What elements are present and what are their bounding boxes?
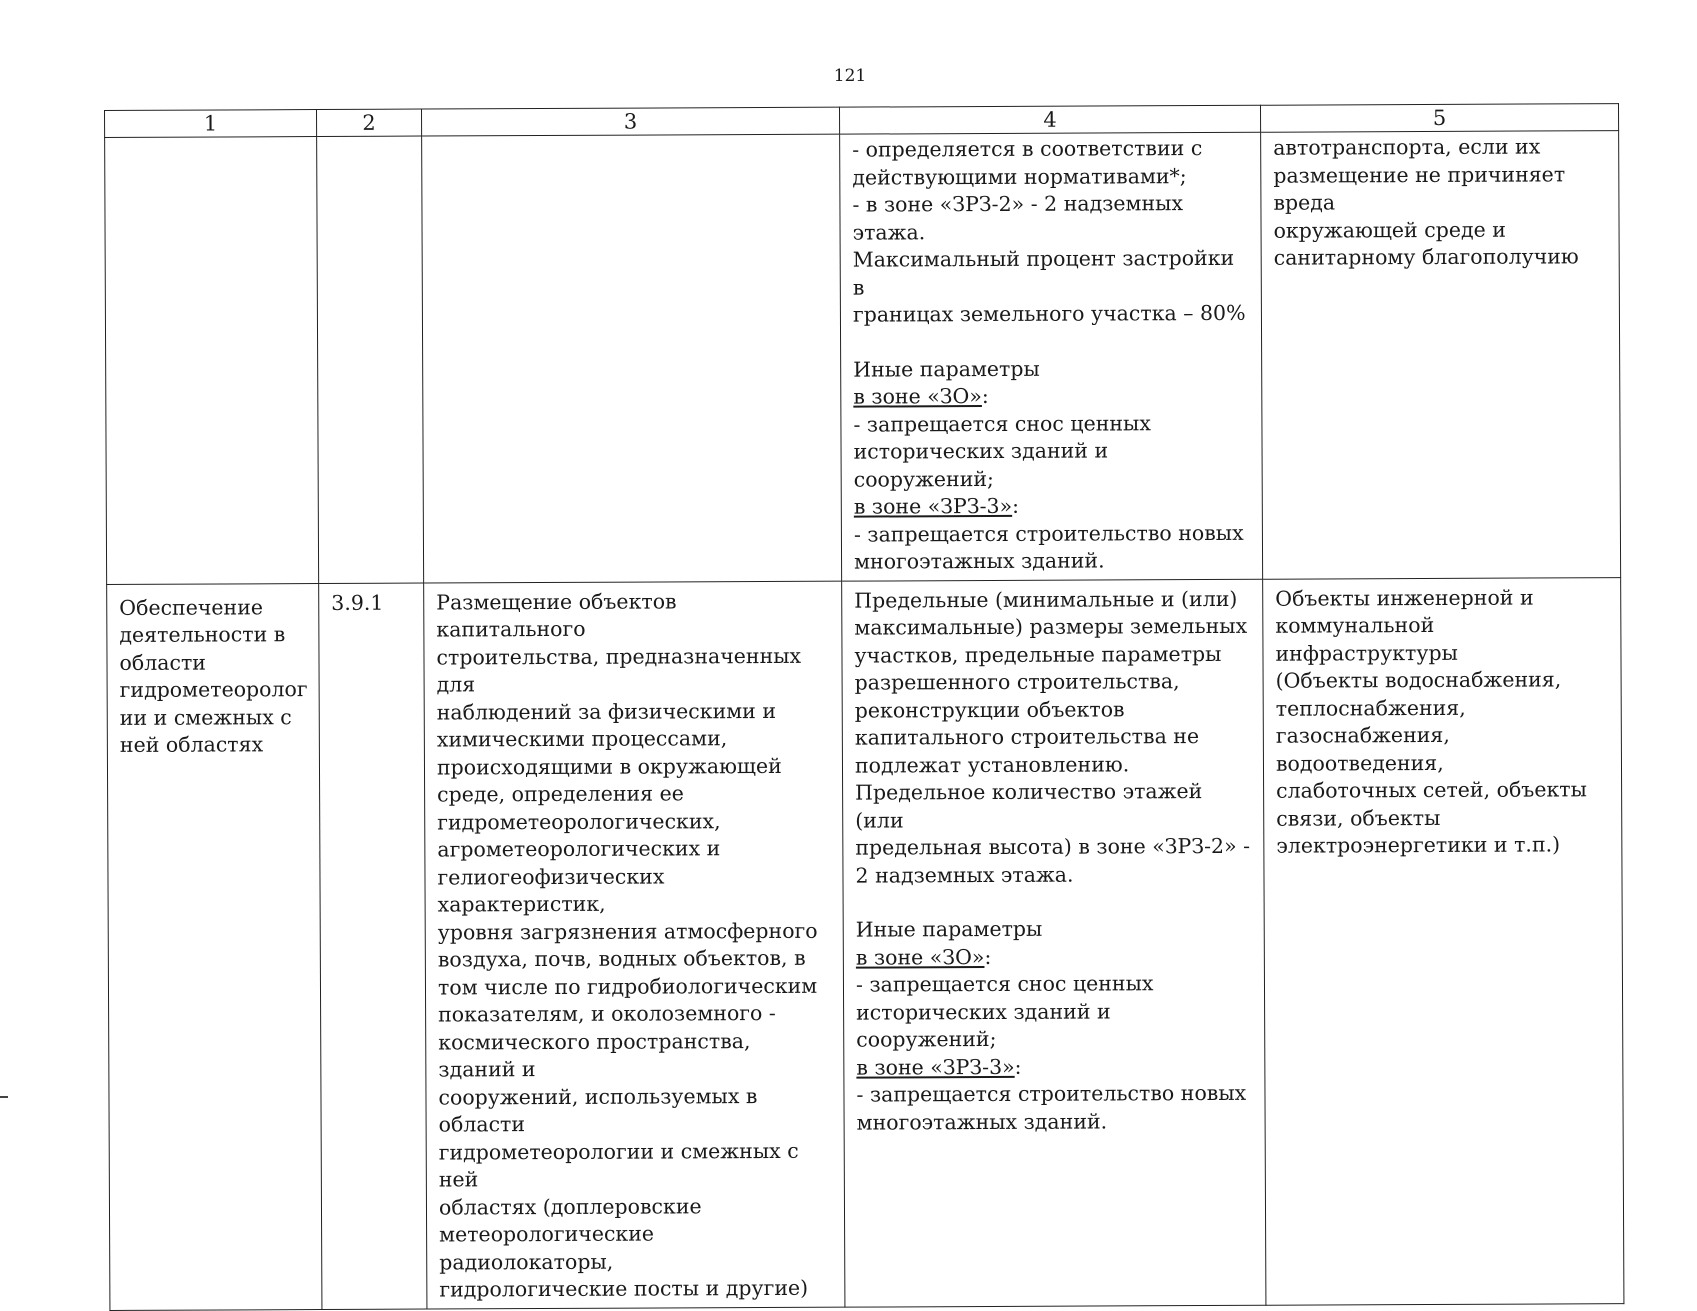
- row2-use-name-cell: [107, 583, 322, 1310]
- text-line: наблюдений за физическими и: [436, 698, 777, 724]
- text-line: разрешенного строительства,: [854, 669, 1180, 695]
- text-line: исторических зданий и сооружений;: [853, 438, 1109, 492]
- text-line: сооружений, используемых в области: [438, 1083, 758, 1137]
- text-line: метеорологические радиолокаторы,: [439, 1221, 655, 1274]
- row2-parameters-cell: [842, 579, 1266, 1307]
- text-line: Предельное количество этажей (или: [855, 779, 1203, 833]
- text-line: ней областях: [119, 732, 264, 757]
- row1-col3-cell: [422, 134, 842, 582]
- text-line: воздуха, почв, водных объектов, в: [437, 945, 806, 972]
- text-line: областях (доплеровские: [438, 1193, 702, 1219]
- text-line: окружающей среде и: [1273, 217, 1506, 243]
- text-line: гидрологические посты и другие): [439, 1275, 809, 1302]
- text-line: [856, 1052, 1252, 1081]
- header-col-5: 5: [1260, 104, 1618, 133]
- text-line: - запрещается снос ценных: [855, 971, 1154, 997]
- text-line: Иные параметры: [853, 356, 1040, 382]
- text-line: [854, 492, 1250, 521]
- text-line: многоэтажных зданий.: [856, 1108, 1108, 1135]
- text-line: космического пространства, зданий и: [438, 1028, 751, 1082]
- text-line: размещение не причиняет вреда: [1273, 161, 1566, 215]
- text-line: электроэнергетики и т.п.): [1276, 832, 1561, 858]
- colon: :: [981, 383, 989, 409]
- text-line: максимальные) размеры земельных: [854, 613, 1248, 640]
- text-line: агрометеорологических и: [437, 836, 721, 862]
- text-line: газоснабжения, водоотведения,: [1275, 722, 1450, 776]
- text-line: уровня загрязнения атмосферного: [437, 918, 818, 944]
- row2-code-cell: 3.9.1: [319, 583, 427, 1309]
- text-line: связи, объекты: [1276, 805, 1441, 831]
- header-col-2: 2: [317, 109, 422, 136]
- header-col-3: 3: [421, 107, 839, 136]
- text-line: гелиогеофизических характеристик,: [437, 863, 665, 917]
- text-line: гидрометеорологических,: [437, 808, 721, 834]
- text-line: подлежат установлению.: [854, 751, 1130, 778]
- text-line: гидрометеорологии и смежных с ней: [438, 1138, 799, 1192]
- zoning-table: [104, 103, 1624, 1310]
- text-line: том числе по гидробиологическим: [437, 973, 818, 999]
- text-line: 2 надземных этажа.: [855, 862, 1074, 888]
- zone-label-zrz3: в зоне «ЗРЗ-3»: [853, 493, 1013, 519]
- text-line: - запрещается снос ценных: [853, 410, 1151, 437]
- row1-col1-cell: [105, 137, 319, 584]
- table-row: [105, 131, 1621, 584]
- text-line: участков, предельные параметры: [854, 641, 1222, 668]
- text-line: показателям, и околоземного -: [438, 1000, 776, 1027]
- text-line: действующими нормативами*;: [852, 163, 1187, 190]
- zone-label-zo: в зоне «ЗО»: [853, 384, 982, 409]
- text-line: - запрещается строительство новых: [853, 520, 1244, 547]
- text-line: реконструкции объектов: [854, 696, 1125, 723]
- text-line: - запрещается строительство новых: [856, 1080, 1247, 1107]
- text-line: исторических зданий и сооружений;: [856, 998, 1111, 1052]
- text-line: коммунальной инфраструктуры: [1275, 612, 1458, 666]
- text-line: капитального строительства не: [854, 724, 1200, 750]
- page-number: 121: [833, 66, 867, 86]
- spacer: [856, 888, 1252, 917]
- text-line: [856, 942, 1252, 971]
- zoning-table-container: [104, 103, 1622, 1302]
- text-line: теплоснабжения,: [1275, 695, 1466, 721]
- row1-col2-cell: [317, 136, 424, 583]
- text-line: Объекты инженерной и: [1275, 585, 1534, 611]
- text-line: многоэтажных зданий.: [854, 548, 1105, 574]
- row1-objects-cell: [1261, 131, 1621, 579]
- colon: :: [1014, 1054, 1022, 1079]
- text-line: Размещение объектов капитального: [436, 588, 677, 642]
- text-line: - в зоне «ЗРЗ-2» - 2 надземных: [852, 191, 1184, 217]
- text-line: автотранспорта, если их: [1273, 134, 1541, 160]
- text-line: слаботочных сетей, объекты: [1276, 777, 1587, 803]
- text-line: ии и смежных с: [119, 704, 292, 730]
- text-line: границах земельного участка – 80%: [852, 300, 1246, 327]
- text-line: происходящими в окружающей: [436, 753, 782, 779]
- header-col-1: 1: [105, 110, 317, 138]
- scan-mark: [0, 1096, 8, 1098]
- text-line: среде, определения ее: [437, 781, 684, 807]
- text-line: гидрометеоролог: [119, 677, 308, 702]
- text-line: области: [119, 650, 206, 675]
- text-line: химическими процессами,: [436, 726, 728, 752]
- row2-description-cell: [424, 581, 845, 1309]
- text-line: этажа.: [852, 219, 926, 245]
- text-line: предельная высота) в зоне «ЗРЗ-2» -: [855, 833, 1251, 860]
- text-line: санитарному благополучию: [1273, 244, 1579, 270]
- text-line: [853, 382, 1249, 411]
- row2-objects-cell: [1263, 577, 1624, 1305]
- zone-label-zo: в зоне «ЗО»: [855, 944, 985, 970]
- table-row: [107, 577, 1624, 1310]
- text-line: Предельные (минимальные и (или): [854, 586, 1238, 613]
- spacer: [853, 327, 1249, 356]
- text-line: Иные параметры: [855, 916, 1043, 942]
- text-line: строительства, предназначенных для: [436, 643, 802, 697]
- colon: :: [1012, 493, 1020, 518]
- text-line: - определяется в соответствии с: [852, 136, 1203, 162]
- text-line: (Объекты водоснабжения,: [1275, 667, 1562, 693]
- header-col-4: 4: [839, 105, 1260, 134]
- text-line: Максимальный процент застройки в: [852, 245, 1235, 300]
- colon: :: [984, 944, 992, 969]
- row1-parameters-cell: [840, 132, 1263, 580]
- text-line: деятельности в: [119, 622, 286, 647]
- zone-label-zrz3: в зоне «ЗРЗ-3»: [856, 1054, 1015, 1080]
- text-line: Обеспечение: [119, 594, 264, 620]
